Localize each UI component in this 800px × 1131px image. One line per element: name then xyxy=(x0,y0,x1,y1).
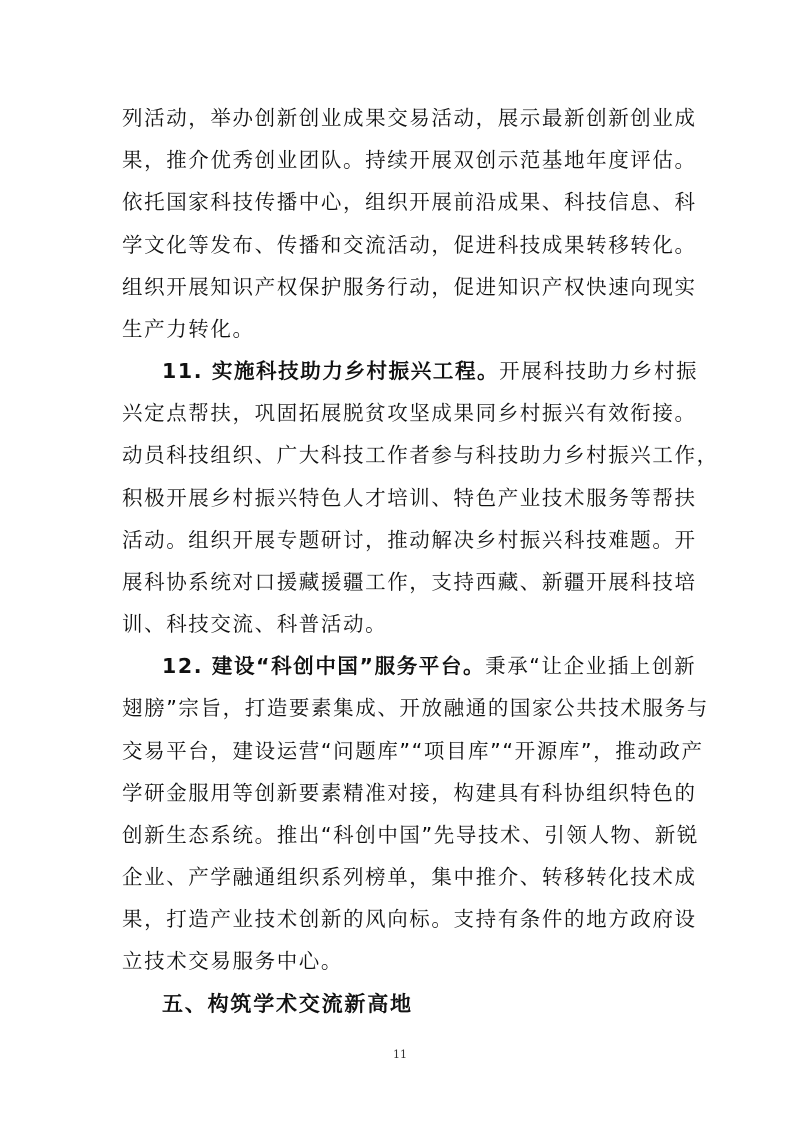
paragraph-line: 列活动，举办创新创业成果交易活动，展示最新创新创业成 xyxy=(122,106,697,130)
paragraph-line: 积极开展乡村振兴特色人才培训、特色产业技术服务等帮扶 xyxy=(122,486,697,510)
paragraph-line: 果，推介优秀创业团队。持续开展双创示范基地年度评估。 xyxy=(122,148,697,172)
item-12-first-line xyxy=(162,652,697,680)
paragraph-line: 翅膀”宗旨，打造要素集成、开放融通的国家公共技术服务与 xyxy=(122,696,709,720)
page-number: 11 xyxy=(393,1048,407,1061)
paragraph-line: 创新生态系统。推出“科创中国”先导技术、引领人物、新锐 xyxy=(122,823,699,847)
paragraph-line: 动员科技组织、广大科技工作者参与科技助力乡村振兴工作， xyxy=(122,443,719,467)
paragraph-line: 活动。组织开展专题研讨，推动解决乡村振兴科技难题。开 xyxy=(122,528,697,552)
section-heading: 五、构筑学术交流新高地 xyxy=(162,992,413,1016)
paragraph-line: 训、科技交流、科普活动。 xyxy=(122,612,388,636)
paragraph-line: 立技术交易服务中心。 xyxy=(122,949,343,973)
item-11-title: 11. 实施科技助力乡村振兴工程。 xyxy=(162,359,500,383)
paragraph-line: 生产力转化。 xyxy=(122,317,255,341)
paragraph-line: 学文化等发布、传播和交流活动，促进科技成果转移转化。 xyxy=(122,233,697,257)
paragraph-line: 交易平台，建设运营“问题库”“项目库”“开源库”，推动政产 xyxy=(122,739,704,763)
paragraph-line: 果，打造产业技术创新的风向标。支持有条件的地方政府设 xyxy=(122,907,697,931)
item-11-first-line-text: 开展科技助力乡村振 xyxy=(499,359,699,383)
item-12-title: 12. 建设“科创中国”服务平台。 xyxy=(162,654,486,678)
paragraph-line: 展科协系统对口援藏援疆工作，支持西藏、新疆开展科技培 xyxy=(122,570,697,594)
paragraph-line: 兴定点帮扶，巩固拓展脱贫攻坚成果同乡村振兴有效衔接。 xyxy=(122,401,697,425)
paragraph-line: 企业、产学融通组织系列榜单，集中推介、转移转化技术成 xyxy=(122,865,697,889)
paragraph-line: 组织开展知识产权保护服务行动，促进知识产权快速向现实 xyxy=(122,275,697,299)
item-11-first-line xyxy=(162,357,699,385)
item-12-first-line-text: 秉承“让企业插上创新 xyxy=(485,654,697,678)
paragraph-line: 依托国家科技传播中心，组织开展前沿成果、科技信息、科 xyxy=(122,190,697,214)
paragraph-line: 学研金服用等创新要素精准对接，构建具有科协组织特色的 xyxy=(122,781,697,805)
